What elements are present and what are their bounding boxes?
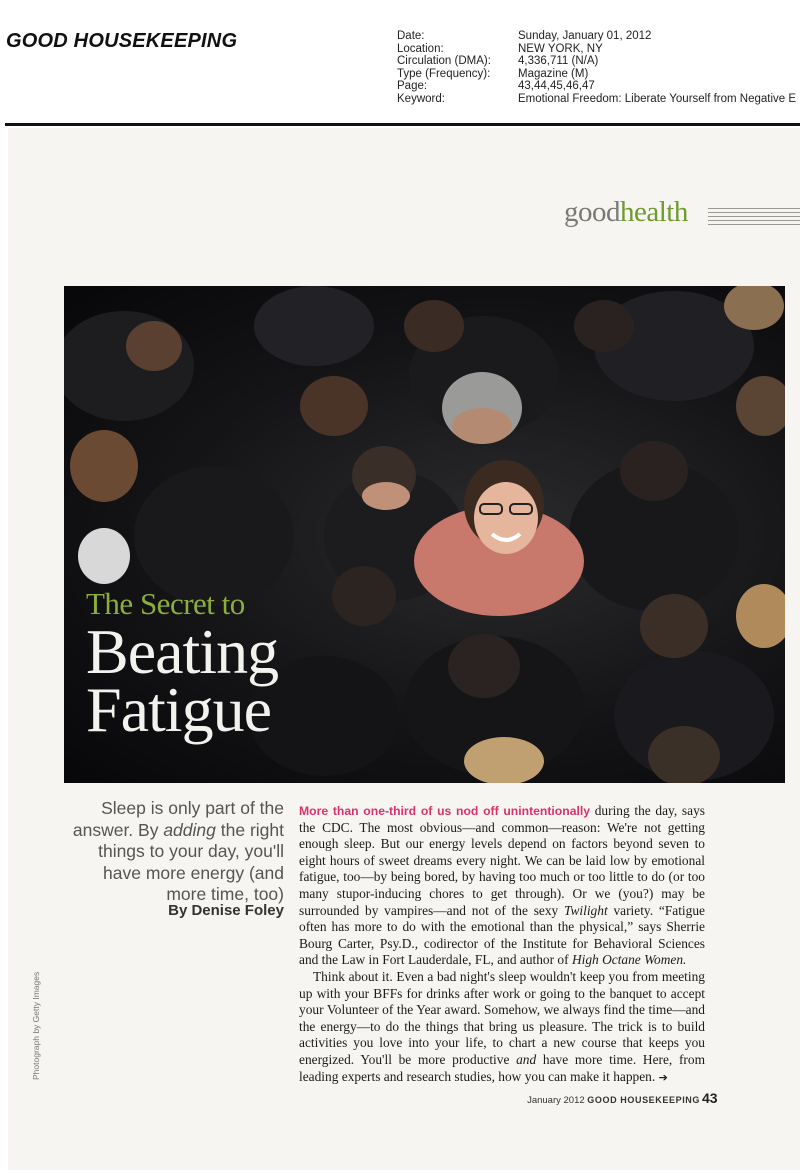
byline: By Denise Foley	[168, 902, 284, 919]
meta-label: Page:	[397, 80, 428, 93]
meta-label: Location:	[397, 42, 444, 55]
meta-row-keyword	[397, 93, 800, 106]
clipping-header	[0, 0, 800, 128]
photo-credit: Photograph by Getty Images	[31, 971, 41, 1080]
continue-arrow-icon: ➔	[658, 1070, 668, 1084]
p1-twilight: Twilight	[564, 902, 608, 918]
page-folio	[500, 1095, 700, 1106]
meta-row-location	[397, 43, 800, 56]
meta-row-page	[397, 80, 800, 93]
section-logo-rules	[708, 208, 800, 226]
p1-book-title: High Octane Women.	[571, 952, 687, 968]
meta-label: Type (Frequency):	[397, 67, 491, 80]
page-number: 43	[702, 1090, 718, 1106]
headline-line-3: Fatigue	[86, 674, 271, 745]
article-dek	[60, 798, 284, 906]
folio-magazine: GOOD HOUSEKEEPING	[587, 1095, 700, 1105]
p2-text-b: have more time. Here, from leading experts and research studies, how you can make it happen.	[299, 1051, 705, 1084]
meta-value: 43,44,45,46,47	[518, 80, 595, 93]
header-divider	[5, 123, 800, 126]
meta-value: NEW YORK, NY	[518, 42, 603, 55]
headline-line-2: Beating	[86, 616, 279, 687]
meta-label: Keyword:	[397, 92, 445, 105]
article-body	[299, 803, 705, 1086]
folio-date: January 2012	[527, 1095, 585, 1106]
meta-value: Emotional Freedom: Liberate Yourself from Negative E	[518, 92, 797, 105]
p2-and: and	[516, 1051, 537, 1067]
meta-row-date	[397, 30, 800, 43]
p2-text-a: Think about it. Even a bad night's sleep wouldn't keep you from meeting up with your BFFs for drinks after work or going to the banquet to accept your Volunteer of the Year award. Somehow, we always find the time—and the energy—to do the things that bring us pleasure. The trick is to build activities you love into your life, to chart a new course that keeps you energized. You'll be more productive	[299, 968, 705, 1067]
meta-value: Sunday, January 01, 2012	[518, 30, 652, 42]
paragraph-1	[299, 803, 705, 969]
headline-line-1: The Secret to	[86, 586, 245, 621]
meta-value: 4,336,711 (N/A)	[518, 55, 599, 68]
section-logo-health: health	[620, 196, 688, 228]
meta-row-circulation	[397, 55, 800, 68]
p1-text-a: during the day, says the CDC. The most obvious—and common—reason: We're not getting enough sleep. But our energy levels depend on factors beyond seven to eight hours of sweet dreams every night. We can be laid low by emotional fatigue, too—by being bored, by having too much or too little to do (or too many stupor-inducing chores to get through). Or we (you?) may be surrounded by vampires—and not of the sexy	[299, 803, 705, 918]
dek-emphasis: adding	[163, 819, 216, 840]
meta-label: Circulation (DMA):	[397, 55, 491, 68]
headline	[86, 585, 386, 745]
meta-label: Date:	[397, 30, 425, 42]
paragraph-2	[299, 969, 705, 1086]
dek-text-1: Sleep is only part of the answer. By	[72, 798, 284, 840]
p1-text-b: variety. “Fatigue often has more to do with the emotional than the physical,” says Sherrie Bourg Carter, Psy.D., codirector of the Institute for Behavioral Sciences and the Law in Fort Lauderdale, FL, and author of	[299, 902, 705, 968]
dek-text-2: the right things to your day, you'll have more energy (and more time, too)	[98, 819, 284, 904]
publication-name: GOOD HOUSEKEEPING	[6, 30, 238, 52]
section-logo	[564, 196, 800, 236]
section-logo-good: good	[564, 196, 620, 228]
clipping-metadata	[397, 30, 800, 106]
meta-row-type	[397, 68, 800, 81]
meta-value: Magazine (M)	[518, 67, 589, 80]
lead-in: More than one-third of us nod off unintentionally	[299, 804, 591, 818]
